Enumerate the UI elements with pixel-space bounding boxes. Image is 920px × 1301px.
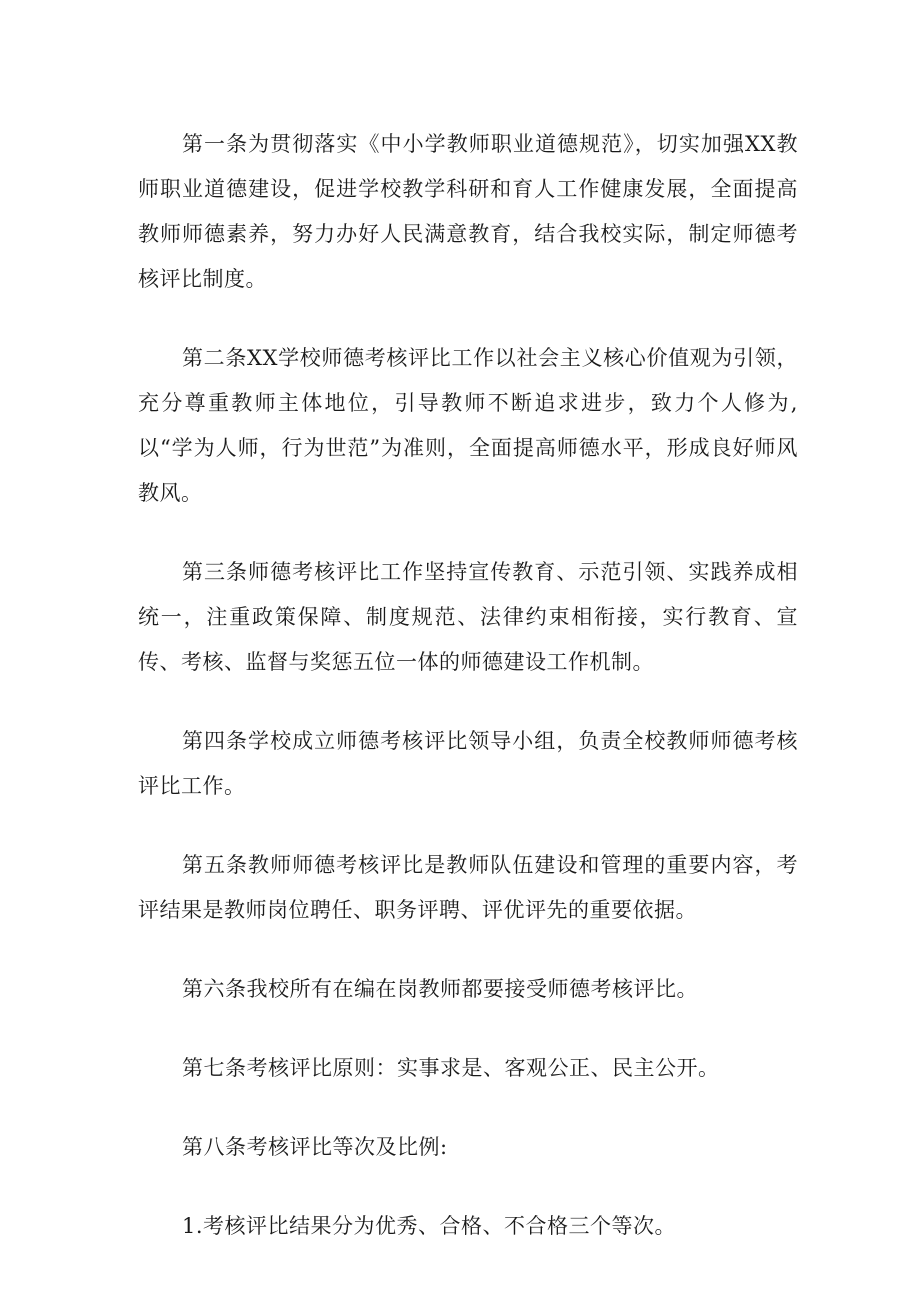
paragraph-article-3: 第三条师德考核评比工作坚持宣传教育、示范引领、实践养成相统一，注重政策保障、制度规范、法律约束相衔接，实行教育、宣传、考核、监督与奖惩五位一体的师德建设工作机制。 [138,560,798,674]
paragraph-article-2: 第二条XX学校师德考核评比工作以社会主义核心价值观为引领，充分尊重教师主体地位，引导教师不断追求进步，致力个人修为,以“学为人师，行为世范”为准则，全面提高师德水平，形成良好师风教风。 [138,346,798,505]
paragraph-article-4: 第四条学校成立师德考核评比领导小组，负责全校教师师德考核评比工作。 [138,729,798,798]
paragraph-article-6: 第六条我校所有在编在岗教师都要接受师德考核评比。 [182,977,698,1001]
paragraph-article-7: 第七条考核评比原则：实事求是、客观公正、民主公开。 [182,1056,720,1080]
paragraph-article-1: 第一条为贯彻落实《中小学教师职业道德规范》，切实加强XX教师职业道德建设，促进学校教学科研和育人工作健康发展，全面提高教师师德素养，努力办好人民满意教育，结合我校实际，制定师德考核评比制度。 [138,132,798,291]
paragraph-item-1: 1.考核评比结果分为优秀、合格、不合格三个等次。 [182,1214,677,1238]
paragraph-article-5: 第五条教师师德考核评比是教师队伍建设和管理的重要内容，考评结果是教师岗位聘任、职务评聘、评优评先的重要依据。 [138,853,798,922]
paragraph-article-8: 第八条考核评比等次及比例: [182,1135,448,1159]
document-body [138,122,798,1283]
